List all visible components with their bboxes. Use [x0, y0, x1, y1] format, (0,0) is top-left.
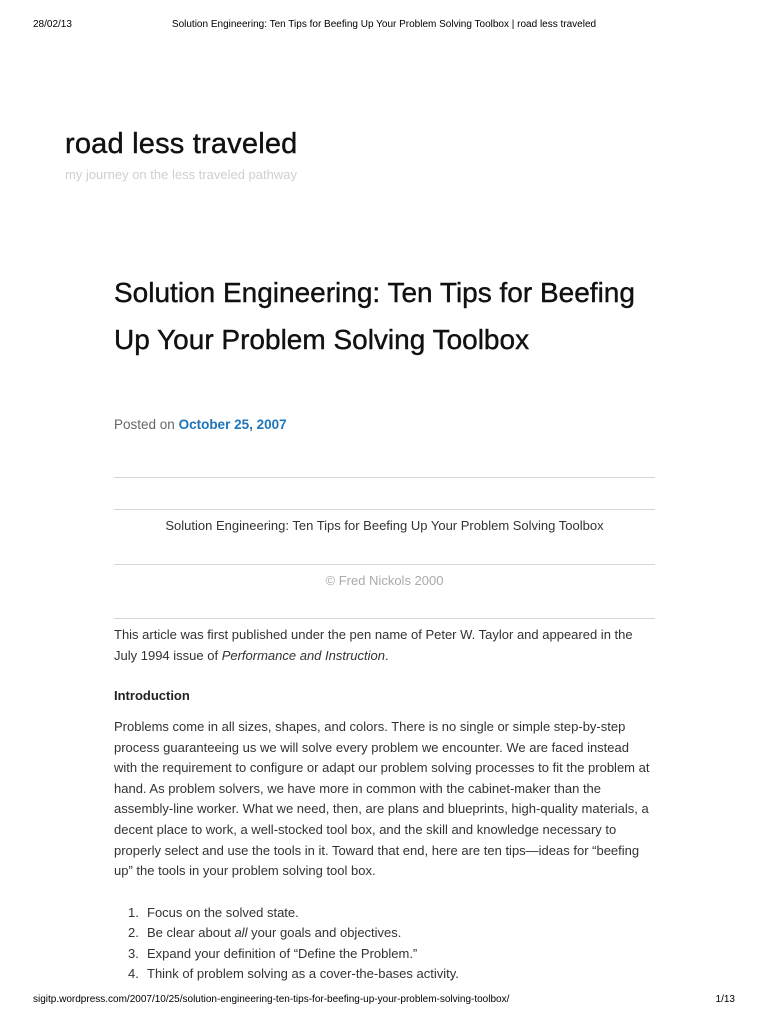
divider	[114, 509, 655, 510]
list-number: 2.	[128, 925, 139, 941]
section-heading: Introduction	[114, 688, 190, 703]
list-item-text-end: your goals and objectives.	[247, 925, 402, 941]
print-url: sigitp.wordpress.com/2007/10/25/solution-engineering-ten-tips-for-beefing-up-your-problem-solving-toolbox/	[33, 994, 510, 1005]
list-item	[114, 964, 655, 984]
list-item	[114, 944, 655, 964]
publication-note-end: .	[385, 647, 389, 663]
list-item-text: Focus on the solved state.	[147, 905, 299, 920]
article-subtitle: Solution Engineering: Ten Tips for Beefing Up Your Problem Solving Toolbox	[165, 518, 604, 533]
print-header	[0, 19, 768, 33]
list-number: 1.	[128, 905, 139, 920]
publication-note	[114, 625, 655, 666]
list-number: 3.	[128, 945, 139, 961]
print-page-title: Solution Engineering: Ten Tips for Beefing Up Your Problem Solving Toolbox | road less traveled	[171, 19, 597, 30]
list-item-text-start: Be clear about	[147, 925, 235, 941]
print-footer	[0, 994, 768, 1008]
tips-list	[114, 903, 655, 985]
post-title: Solution Engineering: Ten Tips for Beefing Up Your Problem Solving Toolbox	[114, 277, 635, 355]
divider	[114, 618, 655, 619]
publication-name: Performance and Instruction	[221, 647, 385, 663]
list-number: 4.	[128, 966, 139, 982]
body-paragraph: Problems come in all sizes, shapes, and colors. There is no single or simple step-by-step process guaranteeing us we will solve every problem we encounter. We are faced instead with the requirement to configure or adapt our problem solving processes to fit the problem at hand. As problem solvers, we have more in common with the cabinet-maker than the assembly-line worker. What we need, then, are plans and blueprints, high-quality materials, a decent place to work, a well-stocked tool box, and the skill and knowledge necessary to properly select and use the tools in it. Toward that end, here are ten tips—ideas for “beefing up” the tools in your problem solving tool box.	[114, 719, 650, 879]
list-item-text: Expand your definition of “Define the Problem.”	[147, 945, 418, 961]
site-title[interactable]: road less traveled	[65, 128, 298, 160]
list-item	[114, 923, 655, 943]
list-item-text: Think of problem solving as a cover-the-bases activity.	[147, 966, 459, 982]
post-meta	[114, 417, 287, 432]
site-description: my journey on the less traveled pathway	[65, 167, 297, 182]
publication-note-text: This article was first published under the pen name of Peter W. Taylor and appeared in the July 1994 issue of	[114, 627, 633, 663]
posted-on-label: Posted on	[114, 417, 175, 432]
divider	[114, 564, 655, 565]
post-date-link[interactable]: October 25, 2007	[178, 417, 287, 432]
list-item	[114, 903, 655, 923]
print-page-number: 1/13	[715, 994, 735, 1005]
emphasis-text: all	[234, 925, 248, 941]
divider	[114, 477, 655, 478]
copyright-notice: © Fred Nickols 2000	[325, 573, 444, 588]
print-date: 28/02/13	[33, 19, 72, 30]
